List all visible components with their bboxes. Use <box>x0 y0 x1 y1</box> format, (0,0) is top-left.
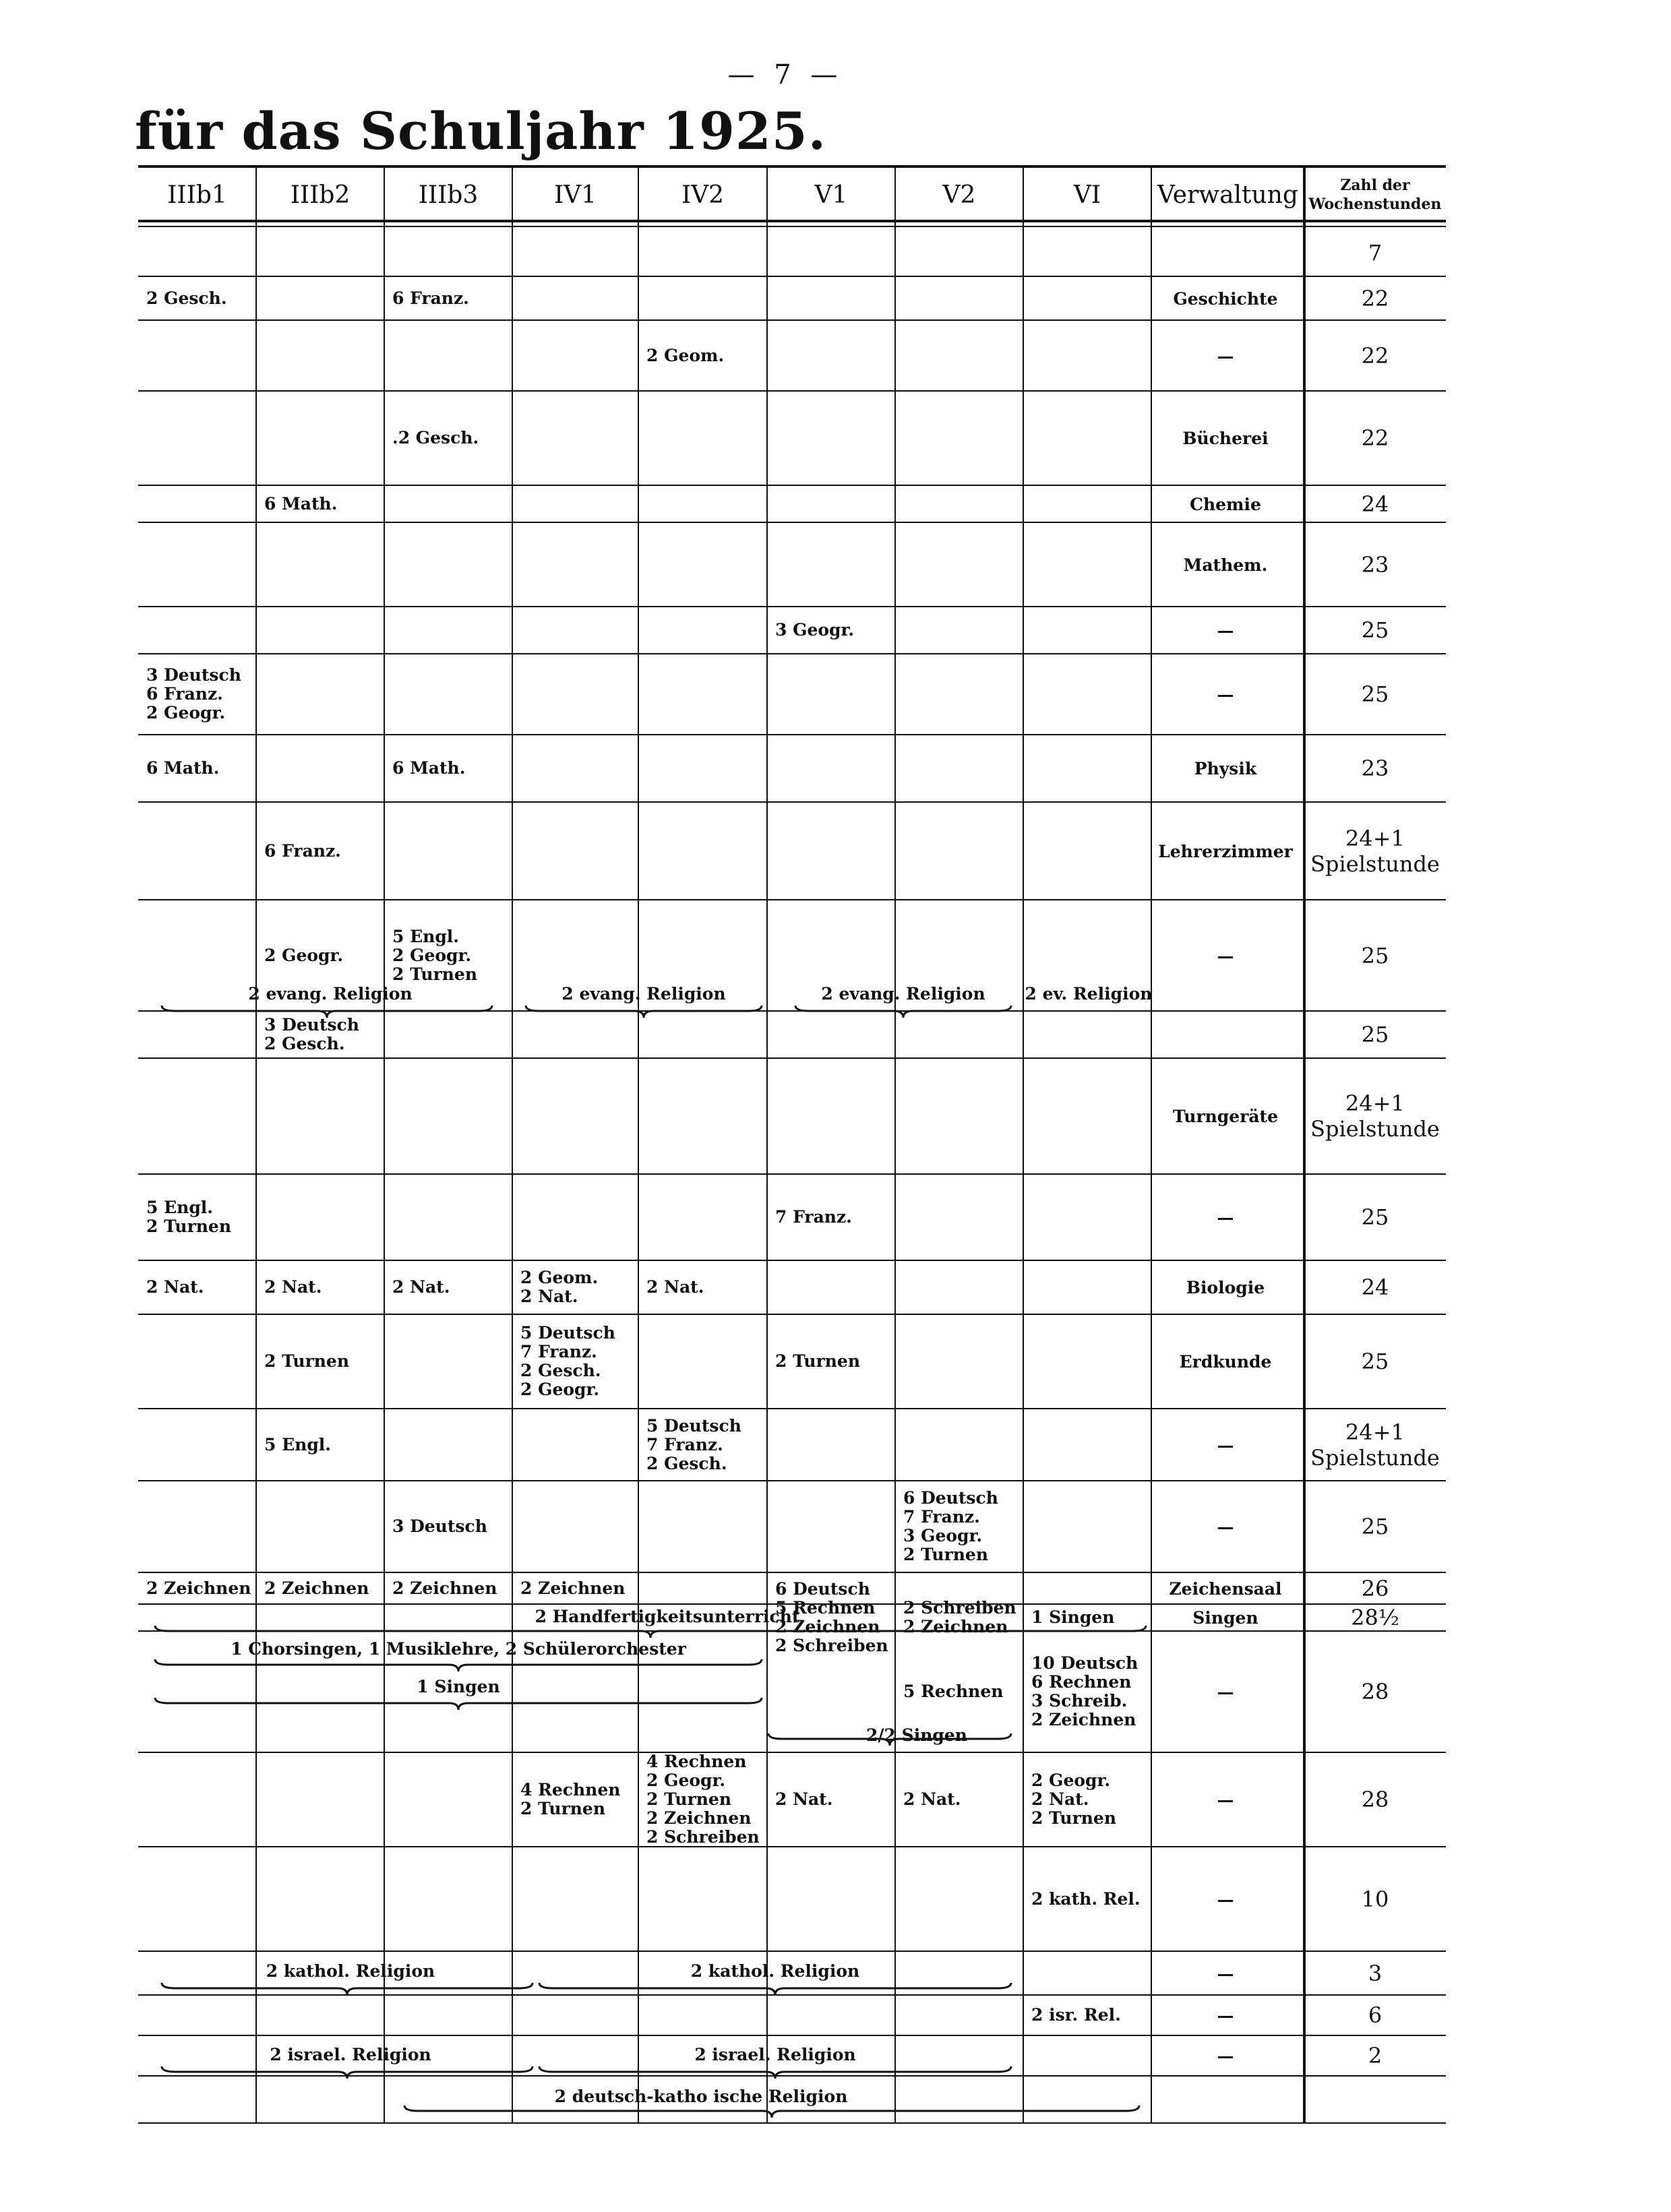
admin-cell: — <box>1217 1517 1234 1537</box>
total-cell: 23 <box>1361 756 1389 781</box>
total-cell: 25 <box>1361 1204 1389 1230</box>
table-cell: 3 Deutsch 6 Franz. 2 Geogr. <box>146 665 241 723</box>
total-cell: 24+1 Spielstunde <box>1310 1090 1440 1142</box>
total-cell: 28 <box>1361 1679 1389 1704</box>
table-cell: 2 Zeichnen <box>392 1578 497 1598</box>
column-header-v2: V2 <box>942 181 976 209</box>
span-brace <box>155 1698 762 1710</box>
table-cell: 1 Singen <box>1031 1607 1115 1627</box>
admin-cell: Bücherei <box>1182 429 1269 448</box>
total-cell: 26 <box>1361 1575 1389 1601</box>
admin-cell: Chemie <box>1190 494 1261 514</box>
total-cell: 25 <box>1361 1349 1389 1374</box>
total-cell: 28½ <box>1351 1605 1399 1630</box>
table-cell: 5 Deutsch 7 Franz. 2 Gesch. <box>646 1415 741 1473</box>
total-cell: 22 <box>1361 342 1389 369</box>
span-brace <box>539 2066 1011 2079</box>
total-cell: 10 <box>1361 1886 1389 1912</box>
total-cell: 6 <box>1368 2002 1383 2028</box>
page-number: — 7 — <box>727 59 843 90</box>
admin-cell: — <box>1217 2046 1234 2066</box>
total-cell: 25 <box>1361 1022 1389 1047</box>
admin-cell: — <box>1217 946 1234 966</box>
admin-cell: — <box>1217 1435 1234 1455</box>
table-cell: 2 Zeichnen <box>264 1578 369 1598</box>
span-chorsingen: 1 Chorsingen, 1 Musiklehre, 2 Schülerorchester <box>231 1639 686 1659</box>
total-cell: 25 <box>1361 681 1389 707</box>
total-cell: 25 <box>1361 1514 1389 1539</box>
span-evang-religion-1: 2 evang. Religion <box>248 984 413 1004</box>
column-header-v1: V1 <box>814 181 848 209</box>
table-cell: 3 Deutsch 2 Gesch. <box>264 1015 359 1053</box>
table-cell: .2 Gesch. <box>392 428 479 448</box>
span-singen-1: 1 Singen <box>417 1677 500 1696</box>
total-cell: 23 <box>1361 551 1389 578</box>
table-cell: 2 kath. Rel. <box>1031 1888 1141 1909</box>
table-cell: 2 Nat. <box>146 1277 204 1297</box>
span-singen-2: 2/2 Singen <box>866 1725 967 1745</box>
total-cell: 3 <box>1368 1960 1383 1986</box>
table-cell: 6 Math. <box>392 758 466 778</box>
table-cell: 3 Deutsch <box>392 1516 487 1536</box>
span-evang-religion-4: 2 ev. Religion <box>1025 984 1153 1004</box>
span-evang-religion-3: 2 evang. Religion <box>821 984 985 1004</box>
table-cell: 2 Nat. <box>264 1277 322 1297</box>
table-cell: 2 isr. Rel. <box>1031 2005 1121 2025</box>
admin-cell: Lehrerzimmer <box>1158 841 1293 861</box>
table-cell: 2 Geom. 2 Nat. <box>520 1268 599 1306</box>
table-cell: 2 Gesch. <box>146 288 227 308</box>
admin-cell: — <box>1217 621 1234 640</box>
total-cell: 22 <box>1361 425 1389 451</box>
column-header-iiib1: IIIb1 <box>167 181 227 209</box>
admin-cell: — <box>1217 685 1234 704</box>
total-cell: 28 <box>1361 1787 1389 1812</box>
admin-cell: — <box>1217 1682 1234 1702</box>
table-cell: 2 Nat. <box>903 1789 961 1809</box>
span-kathol-religion-2: 2 kathol. Religion <box>690 1961 860 1981</box>
table-cell: 2 Nat. <box>392 1277 450 1297</box>
span-brace <box>155 1659 762 1671</box>
table-cell: 5 Rechnen <box>903 1682 1004 1701</box>
table-cell: 2 Geogr. <box>264 945 344 965</box>
total-cell: 7 <box>1368 240 1383 266</box>
table-cell: 6 Deutsch 7 Franz. 3 Geogr. 2 Turnen <box>903 1488 998 1564</box>
span-handfertigkeit: 2 Handfertigkeitsunterricht <box>535 1607 800 1626</box>
total-cell: 2 <box>1368 2043 1383 2068</box>
table-cell: 6 Deutsch 5 Rechnen 2 Zeichnen 2 Schreiben <box>775 1579 888 1655</box>
span-kathol-religion-1: 2 kathol. Religion <box>266 1961 435 1981</box>
span-brace <box>162 1983 533 1995</box>
table-cell: 5 Engl. 2 Turnen <box>146 1198 232 1236</box>
span-israel-religion-2: 2 israel. Religion <box>694 2045 856 2064</box>
column-header-iv2: IV2 <box>681 181 725 209</box>
admin-cell: — <box>1217 1790 1234 1810</box>
total-cell: 25 <box>1361 617 1389 643</box>
span-brace <box>162 2066 533 2079</box>
table-cell: 2 Turnen <box>264 1351 350 1371</box>
admin-cell: — <box>1217 1963 1234 1984</box>
admin-cell: Mathem. <box>1183 555 1268 575</box>
table-cell: 7 Franz. <box>775 1207 852 1227</box>
admin-cell: — <box>1217 2006 1234 2025</box>
admin-cell: Biologie <box>1186 1278 1265 1297</box>
column-header-iiib3: IIIb3 <box>418 181 479 209</box>
admin-cell: Physik <box>1194 759 1257 778</box>
total-cell: 24+1 Spielstunde <box>1310 1419 1440 1471</box>
total-cell: 22 <box>1361 285 1389 311</box>
admin-cell: Turngeräte <box>1172 1107 1279 1126</box>
span-brace <box>404 2106 1139 2118</box>
span-evang-religion-2: 2 evang. Religion <box>561 984 726 1004</box>
span-israel-religion-1: 2 israel. Religion <box>270 2045 431 2064</box>
table-cell: 6 Math. <box>264 493 338 514</box>
admin-cell: — <box>1217 346 1234 366</box>
table-cell: 6 Math. <box>146 758 220 778</box>
span-deutsch-katholische-religion: 2 deutsch-katho ische Religion <box>554 2087 848 2106</box>
admin-cell: — <box>1217 1208 1234 1227</box>
column-header-iiib2: IIIb2 <box>290 181 351 209</box>
table-cell: 3 Geogr. <box>775 620 855 640</box>
total-cell: 24 <box>1361 1274 1389 1300</box>
table-cell: 2 Geom. <box>646 345 725 365</box>
table-cell: 2 Zeichnen <box>520 1578 626 1598</box>
total-cell: 24+1 Spielstunde <box>1310 825 1440 877</box>
table-cell: 2 Schreiben 2 Zeichnen <box>903 1598 1016 1636</box>
table-cell: 2 Zeichnen <box>146 1578 251 1598</box>
span-brace <box>539 1983 1011 1995</box>
admin-cell: Geschichte <box>1173 288 1278 309</box>
admin-cell: Erdkunde <box>1179 1352 1272 1372</box>
column-header-total: Zahl der Wochenstunden <box>1308 177 1442 213</box>
admin-cell: Singen <box>1192 1608 1258 1628</box>
table-cell: 6 Franz. <box>392 288 469 308</box>
table-cell: 2 Nat. <box>646 1277 704 1297</box>
table-cell: 2 Geogr. 2 Nat. 2 Turnen <box>1031 1771 1117 1828</box>
table-cell: 2 Nat. <box>775 1789 833 1809</box>
page-title: für das Schuljahr 1925. <box>135 101 827 161</box>
column-header-vi: VI <box>1073 181 1101 209</box>
total-cell: 24 <box>1361 491 1389 517</box>
column-header-verwaltung: Verwaltung <box>1157 181 1298 209</box>
table-cell: 2 Turnen <box>775 1351 861 1371</box>
admin-cell: Zeichensaal <box>1169 1578 1282 1599</box>
table-cell: 4 Rechnen 2 Geogr. 2 Turnen 2 Zeichnen 2 Schreiben <box>646 1752 760 1847</box>
table-cell: 10 Deutsch 6 Rechnen 3 Schreib. 2 Zeichnen <box>1031 1653 1138 1729</box>
table-cell: 5 Engl. 2 Geogr. 2 Turnen <box>392 926 478 984</box>
table-cell: 4 Rechnen 2 Turnen <box>520 1780 621 1818</box>
admin-cell: — <box>1217 1889 1234 1909</box>
table-cell: 5 Engl. <box>264 1434 332 1454</box>
total-cell: 25 <box>1361 942 1389 969</box>
table-cell: 5 Deutsch 7 Franz. 2 Gesch. 2 Geogr. <box>520 1323 615 1399</box>
table-cell: 6 Franz. <box>264 840 341 861</box>
column-header-iv1: IV1 <box>553 181 597 209</box>
